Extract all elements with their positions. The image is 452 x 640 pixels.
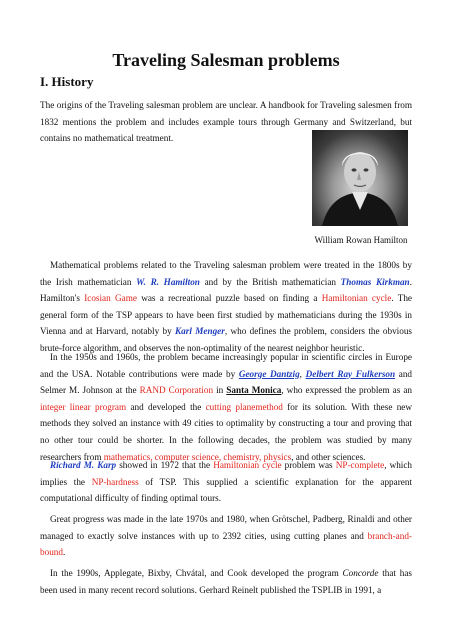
paragraph-text: and by the British mathematician [199, 276, 341, 287]
link-fulkerson[interactable]: Delbert Ray Fulkerson [305, 368, 396, 379]
paragraph-1990s [40, 565, 412, 598]
paragraph-text: In the 1990s, Applegate, Bixby, Chvátal, and Cook developed the program [50, 568, 343, 578]
link-np-complete[interactable]: NP-complete [335, 460, 385, 470]
link-kirkman[interactable]: Thomas Kirkman [340, 276, 410, 287]
link-hamiltonian-cycle-2[interactable]: Hamiltonian cycle [213, 460, 282, 470]
paragraph-text: in [213, 385, 227, 396]
paragraph-text: of TSP. This supplied a scientific explanation for the apparent computational difficulty of finding optimal tours. [40, 476, 412, 504]
page-title: Traveling Salesman problems [112, 50, 340, 70]
paragraph-text: and Selmer M. Johnson at the [40, 368, 413, 396]
paragraph-text: . The general form of the TSP appears to have been first studied by mathematicians during the 1930s in Vienna and at Harvard, notably by [40, 293, 412, 337]
paragraph-karp [40, 457, 412, 507]
link-np-hardness[interactable]: NP-hardness [91, 476, 139, 487]
paragraph-text: that has been used in many recent record solutions. Gerhard Reinelt published the TSPLIB in 1991, a [40, 568, 412, 595]
section-heading: I. History [40, 74, 94, 89]
link-integer-linear-program[interactable]: integer linear program [40, 401, 127, 412]
paragraph-text: for its solution. With these new methods they solved an instance with 49 cities to optimality by constructing a tour and proving that no other tour could be shorter. In the following decades, the problem was studied by many researchers from [40, 401, 413, 462]
link-cutting-plane-method[interactable]: cutting planemethod [205, 401, 283, 412]
paragraph-1950s [40, 349, 412, 465]
link-hamilton[interactable]: W. R. Hamilton [136, 276, 200, 287]
link-karl-menger[interactable]: Karl Menger [175, 326, 225, 337]
link-icosian-game[interactable]: Icosian Game [84, 293, 137, 304]
paragraph-text: The origins of the Traveling salesman problem are unclear. A handbook for Traveling salesmen from 1832 mentions the problem and includes example tours through Germany and Switzerland, but contains no mathematical treatment. [40, 100, 412, 144]
link-hamiltonian-cycle[interactable]: Hamiltonian cycle [321, 293, 392, 304]
paragraph-1970s [40, 511, 412, 561]
paragraph-text: and developed the [126, 401, 206, 412]
paragraph-text: , who defines the problem, considers the obvious brute-force algorithm, and observes the non-optimality of the nearest neighbor heuristic. [40, 326, 412, 353]
link-george-dantzig[interactable]: George Dantzig [238, 368, 300, 379]
link-santa-monica[interactable]: Santa Monica [226, 385, 282, 396]
portrait-photo [312, 130, 408, 226]
paragraph-text: , which implies the [40, 460, 413, 487]
paragraph-text: Great progress was made in the late 1970s and 1980, when Grötschel, Padberg, Rinaldi and other managed to exactly solve instances with up to 2392 cities, using cutting planes and [40, 514, 412, 541]
paragraph-text: , who expressed the problem as an [281, 385, 413, 396]
program-name: Concorde [342, 568, 379, 578]
paragraph-text: , and other sciences. [291, 451, 366, 462]
link-rand-corporation[interactable]: RAND Corporation [139, 385, 214, 396]
paragraph-text: In the 1950s and 1960s, the problem became increasingly popular in scientific circles in Europe and the USA. Notable contributions were made by [40, 352, 412, 379]
link-branch-and-bound[interactable]: branch-and-bound [40, 530, 412, 558]
paragraph-text: Mathematical problems related to the Traveling salesman problem were treated in the 1800s by the Irish mathematician [40, 260, 412, 287]
link-sciences[interactable]: mathematics, computer science, chemistry, physics [103, 451, 292, 462]
paragraph-text: , [299, 368, 306, 379]
paragraph-text: problem was [281, 460, 336, 470]
paragraph-text: . [62, 547, 66, 558]
paragraph-text: . Hamilton's [40, 276, 412, 304]
image-caption: William Rowan Hamilton [314, 235, 408, 245]
paragraph-text: showed in 1972 that the [116, 460, 214, 470]
paragraph-text: was a recreational puzzle based on finding a [136, 293, 322, 304]
link-richard-karp[interactable]: Richard M. Karp [50, 460, 117, 470]
paragraph-1800s [40, 257, 412, 357]
